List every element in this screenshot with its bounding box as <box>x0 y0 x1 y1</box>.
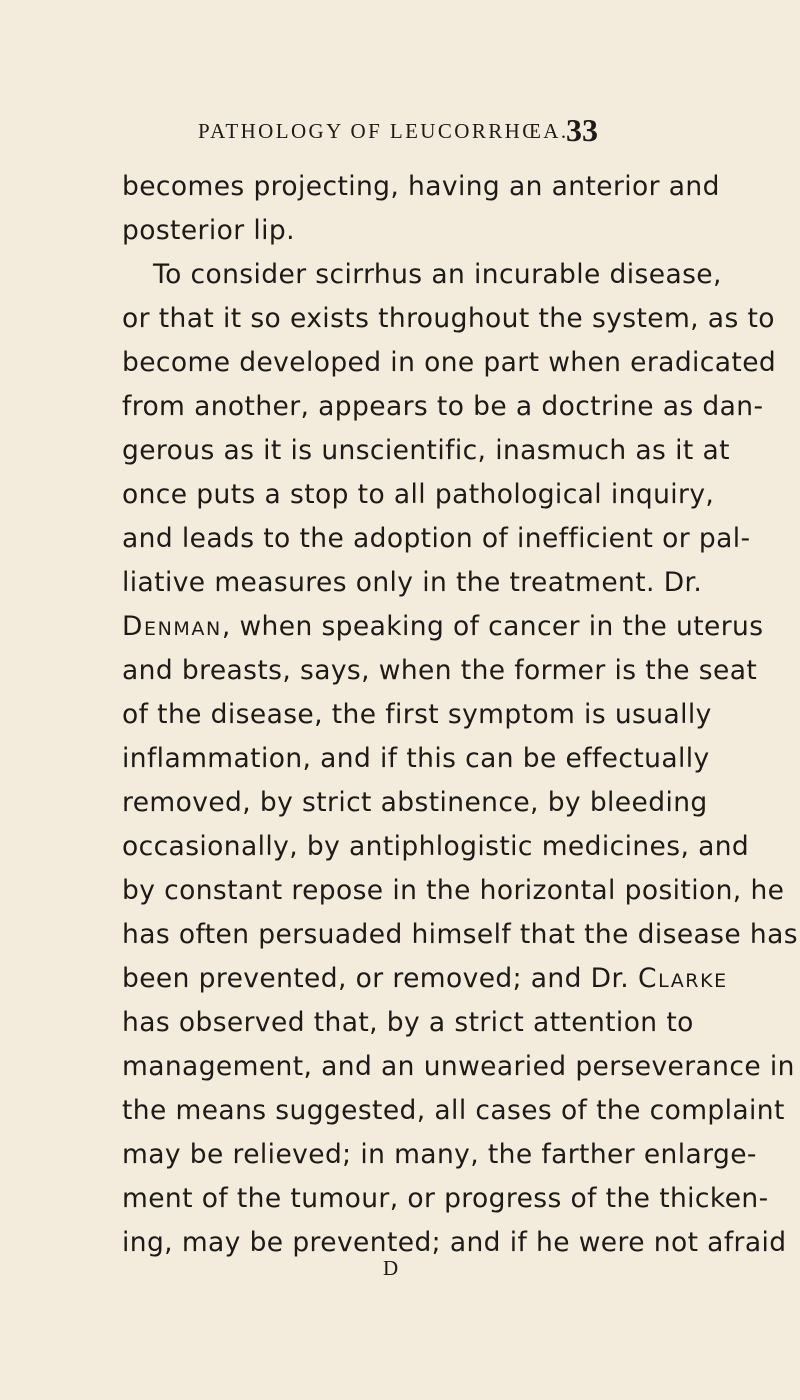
line-text: may be relieved; in many, the farther enlarge- <box>122 1139 757 1170</box>
line-text: or that it so exists throughout the system, as to <box>122 303 775 334</box>
line-text: become developed in one part when eradicated <box>122 347 777 378</box>
line-text: removed, by strict abstinence, by bleeding <box>122 787 708 818</box>
line-text: inflammation, and if this can be effectually <box>122 743 710 774</box>
running-head <box>0 112 800 158</box>
line-text: gerous as it is unscientific, inasmuch as it at <box>122 435 730 466</box>
line-text: been prevented, or removed; and Dr. <box>122 963 638 994</box>
line-text: occasionally, by antiphlogistic medicines, and <box>122 831 750 862</box>
small-caps-name: Clarke <box>637 963 728 994</box>
text-line <box>122 1177 769 1221</box>
signature-mark: D <box>383 1256 399 1280</box>
text-line <box>122 1221 786 1265</box>
text-line <box>122 517 750 561</box>
text-line <box>122 825 749 869</box>
line-text: becomes projecting, having an anterior and <box>122 171 720 202</box>
line-text: liative measures only in the treatment. Dr. <box>122 567 703 598</box>
text-line <box>122 1045 795 1089</box>
line-text: and leads to the adoption of inefficient or pal- <box>122 523 751 554</box>
line-text: from another, appears to be a doctrine as dan- <box>122 391 764 422</box>
text-line <box>122 473 714 517</box>
text-line <box>122 561 702 605</box>
text-line <box>122 429 730 473</box>
line-text: management, and an unwearied perseverance in <box>122 1051 795 1082</box>
line-text: ing, may be prevented; and if he were not afraid <box>122 1227 787 1258</box>
text-line <box>122 649 757 693</box>
text-line <box>122 341 776 385</box>
line-text: , when speaking of cancer in the uterus <box>221 611 764 642</box>
text-line <box>122 605 763 649</box>
line-text: has observed that, by a strict attention to <box>122 1007 694 1038</box>
line-text: To consider scirrhus an incurable disease, <box>153 259 722 290</box>
line-text: has often persuaded himself that the disease has <box>122 919 798 950</box>
text-line <box>122 869 784 913</box>
text-line <box>122 693 712 737</box>
text-line <box>122 737 710 781</box>
text-line <box>122 1089 785 1133</box>
running-head-title: PATHOLOGY OF LEUCORRHŒA. <box>198 119 569 143</box>
text-line <box>122 781 708 825</box>
line-text: of the disease, the first symptom is usually <box>122 699 712 730</box>
line-text: posterior lip. <box>122 215 295 246</box>
small-caps-name: Denman <box>122 611 222 642</box>
line-text: and breasts, says, when the former is the seat <box>122 655 758 686</box>
line-text: ment of the tumour, or progress of the thicken- <box>122 1183 769 1214</box>
text-line <box>122 209 295 253</box>
page-number: 33 <box>566 112 598 148</box>
line-text: once puts a stop to all pathological inquiry, <box>122 479 715 510</box>
text-line <box>122 957 728 1001</box>
text-line <box>122 1001 694 1045</box>
text-line <box>122 913 798 957</box>
text-line <box>122 165 720 209</box>
line-text: the means suggested, all cases of the complaint <box>122 1095 785 1126</box>
text-line <box>153 253 722 297</box>
text-line <box>122 297 775 341</box>
text-line <box>122 1133 757 1177</box>
text-line <box>122 385 763 429</box>
line-text: by constant repose in the horizontal position, he <box>122 875 785 906</box>
